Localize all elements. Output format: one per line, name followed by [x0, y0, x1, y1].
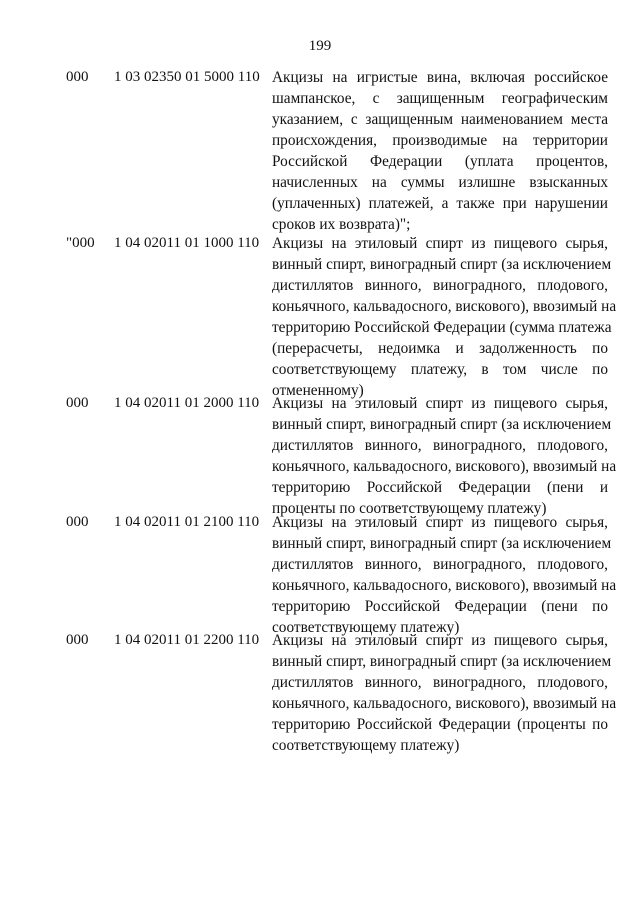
description-line: дистиллятов винного, виноградного, плодового, — [272, 277, 608, 294]
description-line: Акцизы на игристые вина, включая российское — [272, 69, 608, 86]
budget-classification-code: 1 03 02350 01 5000 110 — [114, 69, 260, 85]
description-line: территорию Российской Федерации (проценты по — [272, 716, 608, 733]
description-line: дистиллятов винного, виноградного, плодового, — [272, 437, 608, 454]
description-line: Акцизы на этиловый спирт из пищевого сырья, — [272, 632, 608, 649]
description-line: начисленных на суммы излишне взысканных — [272, 174, 608, 191]
description-line: соответствующему платежу) — [272, 737, 460, 754]
entry-description — [272, 630, 617, 756]
description-line: территорию Российской Федерации (пени и — [272, 479, 608, 496]
description-line: сроков их возврата)"; — [272, 216, 411, 233]
administrator-code: 000 — [66, 632, 89, 648]
budget-classification-code: 1 04 02011 01 1000 110 — [114, 235, 260, 251]
description-line: коньячного, кальвадосного, вискового), ввозимый на — [272, 458, 617, 475]
entry-description — [272, 512, 617, 638]
description-line: соответствующему платежу, в том числе по — [272, 361, 608, 378]
administrator-code: 000 — [66, 514, 89, 530]
page-number: 199 — [308, 38, 332, 54]
description-line: (перерасчеты, недоимка и задолженность по — [272, 340, 608, 357]
description-line: происхождения, производимые на территории — [272, 132, 608, 149]
description-line: территорию Российской Федерации (пени по — [272, 598, 608, 615]
description-line: коньячного, кальвадосного, вискового), ввозимый на — [272, 298, 617, 315]
description-line: Российской Федерации (уплата процентов, — [272, 153, 608, 170]
description-line: коньячного, кальвадосного, вискового), ввозимый на — [272, 577, 617, 594]
entry-description — [272, 233, 617, 401]
description-line: проценты по соответствующему платежу) — [272, 500, 547, 517]
description-line: Акцизы на этиловый спирт из пищевого сырья, — [272, 395, 608, 412]
entry-description — [272, 393, 617, 519]
entry-description — [272, 67, 608, 235]
description-line: Акцизы на этиловый спирт из пищевого сырья, — [272, 514, 608, 531]
budget-classification-code: 1 04 02011 01 2200 110 — [114, 632, 260, 648]
description-line: (уплаченных) платежей, а также при нарушении — [272, 195, 608, 212]
description-line: указанием, с защищенным наименованием места — [272, 111, 608, 128]
description-line: отмененному) — [272, 382, 364, 399]
description-line: коньячного, кальвадосного, вискового), ввозимый на — [272, 695, 617, 712]
description-line: винный спирт, виноградный спирт (за исключением — [272, 256, 612, 273]
description-line: территорию Российской Федерации (сумма платежа — [272, 319, 612, 336]
description-line: винный спирт, виноградный спирт (за исключением — [272, 416, 612, 433]
administrator-code: 000 — [66, 69, 89, 85]
description-line: винный спирт, виноградный спирт (за исключением — [272, 653, 612, 670]
description-line: дистиллятов винного, виноградного, плодового, — [272, 674, 608, 691]
administrator-code: "000 — [66, 235, 95, 251]
description-line: шампанское, с защищенным географическим — [272, 90, 608, 107]
description-line: Акцизы на этиловый спирт из пищевого сырья, — [272, 235, 608, 252]
budget-classification-code: 1 04 02011 01 2100 110 — [114, 514, 260, 530]
budget-classification-code: 1 04 02011 01 2000 110 — [114, 395, 260, 411]
description-line: соответствующему платежу) — [272, 619, 460, 636]
description-line: винный спирт, виноградный спирт (за исключением — [272, 535, 612, 552]
description-line: дистиллятов винного, виноградного, плодового, — [272, 556, 608, 573]
administrator-code: 000 — [66, 395, 89, 411]
